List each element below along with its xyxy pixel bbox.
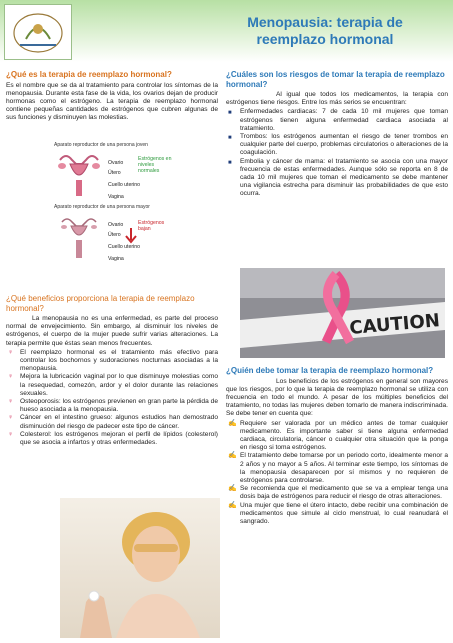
- arrow-down-icon: [124, 228, 138, 244]
- figure-caption-old: Aparato reproductor de una persona mayor: [54, 204, 150, 210]
- pen-icon: ✍: [228, 501, 237, 509]
- list-item: ✍ El tratamiento debe tomarse por un periodo corto, idealmente menor a 2 años y no mayor a 5 años. Al terminar este tiempo, los síntomas de la menopausia desaparecen por sí mismos y no requieren de estrógenos para controlarse.: [228, 452, 448, 484]
- section-title: ¿Quién debe tomar la terapia de reemplazo hormonal?: [226, 366, 434, 375]
- label-ovario-old: Ovario: [108, 222, 124, 228]
- square-bullet-icon: ■: [228, 135, 232, 142]
- list-item: ♀ Colesterol: los estrógenos mejoran el perfil de lípidos (colesterol) que se asocia a infartos y otras enfermedades.: [8, 430, 218, 447]
- female-symbol-icon: ♀: [8, 398, 14, 406]
- list-item: ■ Enfermedades cardiacas: 7 de cada 10 mil mujeres que toman estrógenos tienen alguna enfermedad cardiaca asociada al tratamiento.: [228, 108, 448, 132]
- list-item: ✍ Se recomienda que el medicamento que se va a emplear tenga una dosis baja de estrógenos para reducir el riesgo de otras alteraciones.: [228, 485, 448, 501]
- list-item: ♀ Mejora la lubricación vaginal por lo que disminuye molestias como la resequedad, comezón, ardor y el dolor durante las relaciones sexuales.: [8, 373, 218, 397]
- label-vagina: Vagina: [108, 194, 124, 200]
- uterus-young-icon: [56, 150, 102, 198]
- section-text: Es el nombre que se da al tratamiento para controlar los síntomas de la menopausia. Durante esta fase de la vida, los ovarios dejan de producir hormonas como el estrógeno. La terapia de reemplazo hormonal contiene pequeñas cantidades de estrógenos que cubren algunas de sus funciones y disminuyen las molestias.: [6, 81, 218, 122]
- section-text: La menopausia no es una enfermedad, es parte del proceso normal de envejecimiento. Sin embargo, al disminuir los niveles de estrógenos, el cuerpo de la mujer puede sufrir varias alteraciones. La terapia permite que éstas sean menos frecuentes.: [6, 315, 218, 347]
- list-item: ■ Trombos: los estrógenos aumentan el riesgo de tener trombos en cualquier parte del cuerpo, problemas circulatorios o alteraciones de la coagulación.: [228, 133, 448, 157]
- pen-icon: ✍: [228, 419, 237, 427]
- square-bullet-icon: ■: [228, 159, 232, 166]
- female-symbol-icon: ♀: [8, 430, 14, 438]
- list-item: ✍ Una mujer que tiene el útero intacto, debe recibir una combinación de medicamentos que simule al ciclo menstrual, lo cual reanudará el sangrado.: [228, 501, 448, 525]
- label-utero-old: Útero: [108, 232, 121, 238]
- section-text: Los beneficios de los estrógenos en general son mayores que los riesgos, por lo que la terapia de reemplazo hormonal se utiliza con frecuencia en todo el mundo. A pesar de los múltiples beneficios del tratamiento, no todas las mujeres deben tomarlo de manera indiscriminada. Se debe tener en cuenta que:: [226, 377, 448, 418]
- list-item: ♀ Cáncer en el intestino grueso: algunos estudios han demostrado disminución del riesgo de padecer este tipo de cáncer.: [8, 414, 218, 430]
- female-symbol-icon: ♀: [8, 348, 14, 356]
- pen-icon: ✍: [228, 452, 237, 460]
- woman-pill-photo: [60, 498, 220, 638]
- label-utero: Útero: [108, 170, 121, 176]
- caution-text: CAUTION: [348, 310, 441, 339]
- uterus-old-icon: [56, 212, 102, 260]
- section-risks: [226, 70, 448, 199]
- note-low: Estrógenos bajan: [138, 220, 165, 232]
- section-title: ¿Cuáles son los riesgos de tomar la terapia de reemplazo hormonal?: [226, 70, 445, 89]
- square-bullet-icon: ■: [228, 110, 232, 117]
- page-header: [0, 0, 453, 62]
- female-symbol-icon: ♀: [8, 414, 14, 422]
- label-vagina-old: Vagina: [108, 256, 124, 262]
- section-title: ¿Qué es la terapia de reemplazo hormonal?: [6, 70, 172, 79]
- emblem-icon: [4, 4, 72, 60]
- list-item: ♀ Osteoporosis: los estrógenos previenen en gran parte la pérdida de hueso asociada a la menopausia.: [8, 398, 218, 414]
- who-list: [226, 420, 448, 527]
- section-text: Al igual que todos los medicamentos, la terapia con estrógenos tiene riesgos. Entre los más serios se encuentran:: [226, 91, 448, 107]
- pen-icon: ✍: [228, 485, 237, 493]
- ribbon-caution-photo: [240, 268, 445, 358]
- female-symbol-icon: ♀: [8, 373, 14, 381]
- risks-list: [226, 108, 448, 198]
- section-who: [226, 366, 448, 526]
- section-benefits: [6, 294, 218, 447]
- page-title: [200, 14, 450, 48]
- page-title-line1: Menopausia: terapia de: [247, 14, 403, 30]
- section-title: ¿Qué beneficios proporciona la terapia de reemplazo hormonal?: [6, 294, 195, 313]
- list-item: ♀ El reemplazo hormonal es el tratamiento más efectivo para controlar los bochornos y sudoraciones nocturnas asociadas a la menopausia.: [8, 348, 218, 373]
- label-ovario: Ovario: [108, 160, 124, 166]
- label-cuello-old: Cuello uterino: [108, 244, 141, 250]
- benefits-list: [6, 349, 218, 447]
- reproductive-system-figure: [52, 142, 202, 264]
- page-title-line2: reemplazo hormonal: [256, 31, 394, 47]
- list-item: ■ Embolia y cáncer de mama: el tratamiento se asocia con una mayor frecuencia de estas enfermedades. Aunque sólo se reporta en 8 de cada 10 mil mujeres que toman el medicamento se debe mantener una vigilancia estrecha para disminuir las probabilidades de que esto ocurra.: [228, 157, 448, 198]
- figure-caption-young: Aparato reproductor de una persona joven: [54, 142, 148, 148]
- label-cuello: Cuello uterino: [108, 182, 141, 188]
- list-item: ✍ Requiere ser valorada por un médico antes de tomar cualquier medicamento. Es importante saber si tiene alguna enfermedad cardiaca, circulatoria, cáncer o cualquier otra situación que la ponga en riesgo si toma estrógenos.: [228, 419, 448, 452]
- section-what-is: [6, 70, 218, 123]
- note-normal: Estrógenos en niveles normales: [138, 156, 172, 174]
